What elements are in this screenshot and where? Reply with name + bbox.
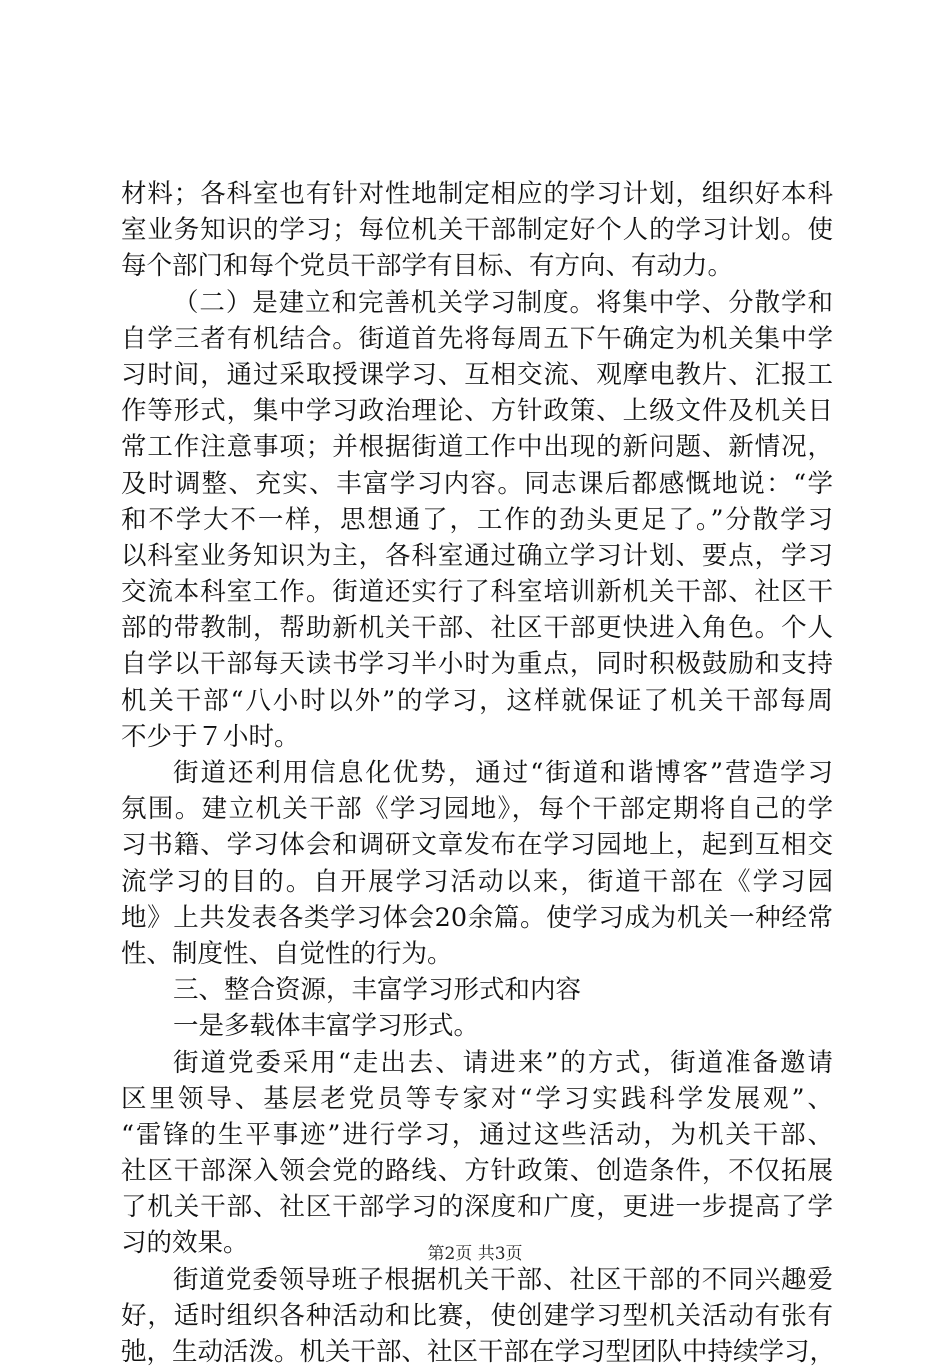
text-line: 自学三者有机结合。街道首先将每周五下午确定为机关集中学 [121,323,833,354]
text-line: 街道党委采用“走出去、请进来”的方式，街道准备邀请 [173,1047,833,1078]
text-line: 习时间，通过采取授课学习、互相交流、观摩电教片、汇报工 [121,359,833,390]
text-line: 常工作注意事项；并根据街道工作中出现的新问题、新情况， [121,432,833,463]
text-line: 弛，生动活泼。机关干部、社区干部在学习型团队中持续学习， [121,1337,836,1367]
text-line: 不少于７小时。 [121,721,300,752]
text-line: （二）是建立和完善机关学习制度。将集中学、分散学和 [173,287,833,318]
text-line: “雷锋的生平事迹”进行学习，通过这些活动，为机关干部、 [121,1119,833,1150]
text-line: 性、制度性、自觉性的行为。 [121,938,453,969]
text-line: 作等形式，集中学习政治理论、方针政策、上级文件及机关日 [121,396,833,427]
text-line: 部的带教制，帮助新机关干部、社区干部更快进入角色。个人 [121,613,833,644]
text-line: 流学习的目的。自开展学习活动以来，街道干部在《学习园 [121,866,833,897]
text-line: 机关干部“八小时以外”的学习，这样就保证了机关干部每周 [121,685,833,716]
text-line: 街道党委领导班子根据机关干部、社区干部的不同兴趣爱 [173,1264,833,1295]
text-line: 习书籍、学习体会和调研文章发布在学习园地上，起到互相交 [121,830,833,861]
text-line: 地》上共发表各类学习体会20余篇。使学习成为机关一种经常 [121,902,833,933]
text-line: 自学以干部每天读书学习半小时为重点，同时积极鼓励和支持 [121,649,833,680]
body-text [121,176,836,1370]
text-line: 了机关干部、社区干部学习的深度和广度，更进一步提高了学 [121,1192,833,1223]
text-line: 每个部门和每个党员干部学有目标、有方向、有动力。 [121,251,734,282]
text-line: 区里领导、基层老党员等专家对“学习实践科学发展观”、 [121,1083,833,1114]
text-line: 以科室业务知识为主，各科室通过确立学习计划、要点，学习 [121,540,833,571]
text-line: 氛围。建立机关干部《学习园地》，每个干部定期将自己的学 [121,794,833,825]
text-line: 一是多载体丰富学习形式。 [173,1011,480,1042]
text-line: 街道还利用信息化优势，通过“街道和谐博客”营造学习 [173,758,833,788]
text-line: 材料；各科室也有针对性地制定相应的学习计划，组织好本科 [121,179,833,209]
text-line: 习的效果。 [121,1228,249,1259]
text-line: 三、整合资源，丰富学习形式和内容 [173,975,582,1006]
text-line: 和不学大不一样，思想通了，工作的劲头更足了。”分散学习 [121,504,833,535]
text-line: 交流本科室工作。街道还实行了科室培训新机关干部、社区干 [121,577,833,608]
text-line: 室业务知识的学习；每位机关干部制定好个人的学习计划。使 [121,215,833,246]
text-line: 及时调整、充实、丰富学习内容。同志课后都感慨地说：“学 [121,468,833,499]
text-line: 好，适时组织各种活动和比赛，使创建学习型机关活动有张有 [121,1300,833,1331]
page-footer: 第2页 共3页 [427,1244,523,1264]
text-line: 社区干部深入领会党的路线、方针政策、创造条件，不仅拓展 [121,1156,833,1187]
